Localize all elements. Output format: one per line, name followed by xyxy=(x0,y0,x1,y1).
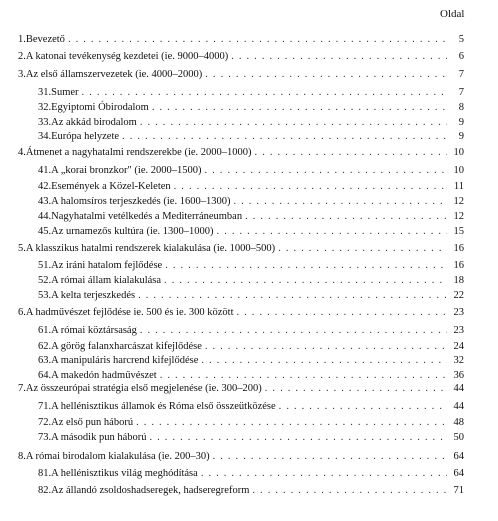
toc-subsection xyxy=(38,400,464,414)
toc-subsection-page: 12 xyxy=(453,196,464,207)
dot-leader xyxy=(213,450,447,464)
toc-subsection-page: 7 xyxy=(458,87,464,98)
toc-chapter-title: Bevezető xyxy=(25,34,65,45)
dot-leader xyxy=(68,33,447,47)
toc-chapter-title: Az első államszervezetek (ie. 4000–2000) xyxy=(25,69,203,80)
toc-subsection xyxy=(38,354,464,368)
toc-subsection-number: 41. xyxy=(38,165,52,176)
toc-subsection-page: 48 xyxy=(453,417,464,428)
toc-chapter-number: 2. xyxy=(18,51,26,62)
toc-subsection-page: 32 xyxy=(453,355,464,366)
toc-subsection xyxy=(38,164,464,178)
toc-subsection-number: 51. xyxy=(38,260,52,271)
toc-subsection xyxy=(38,484,464,498)
toc-chapter-number: 6. xyxy=(18,307,26,318)
toc-subsection-number: 72. xyxy=(38,417,52,428)
toc-chapter-title: Átmenet a nagyhatalmi rendszerekbe (ie. 2000–1000) xyxy=(25,147,252,158)
dot-leader xyxy=(152,101,447,115)
toc-subsection-page: 64 xyxy=(453,468,464,479)
toc-chapter-title: A katonai tevékenység kezdetei (ie. 9000–4000) xyxy=(25,51,229,62)
dot-leader xyxy=(205,340,447,354)
dot-leader xyxy=(279,400,447,414)
toc-chapter xyxy=(18,50,464,64)
toc-subsection-title: Sumer xyxy=(51,87,79,98)
toc-subsection-title: A római köztársaság xyxy=(51,325,137,336)
toc-chapter xyxy=(18,450,464,464)
toc-subsection-page: 12 xyxy=(453,211,464,222)
toc-chapter-page: 5 xyxy=(458,34,464,45)
toc-subsection xyxy=(38,259,464,273)
toc-subsection xyxy=(38,116,464,130)
toc-subsection-page: 24 xyxy=(453,341,464,352)
toc-subsection-number: 62. xyxy=(38,341,52,352)
dot-leader xyxy=(278,242,447,256)
dot-leader xyxy=(205,68,447,82)
toc-subsection-number: 44. xyxy=(38,211,52,222)
dot-leader xyxy=(201,354,447,368)
toc-subsection-page: 18 xyxy=(453,275,464,286)
dot-leader xyxy=(205,164,448,178)
toc-subsection xyxy=(38,324,464,338)
dot-leader xyxy=(160,369,447,383)
toc-subsection xyxy=(38,467,464,481)
toc-chapter-title: Az összeurópai stratégia első megjelenése (ie. 300–200) xyxy=(25,383,262,394)
toc-subsection-title: A halomsíros terjeszkedés (ie. 1600–1300) xyxy=(51,196,231,207)
toc-chapter-page: 7 xyxy=(458,69,464,80)
page-column-label: Oldal xyxy=(440,8,465,20)
toc-chapter xyxy=(18,146,464,160)
toc-subsection-number: 43. xyxy=(38,196,52,207)
toc-subsection-number: 64. xyxy=(38,370,52,381)
toc-chapter-page: 64 xyxy=(453,451,464,462)
toc-subsection-title: A manipuláris harcrend kifejlődése xyxy=(51,355,199,366)
dot-leader xyxy=(165,259,447,273)
dot-leader xyxy=(164,274,447,288)
toc-subsection xyxy=(38,274,464,288)
dot-leader xyxy=(245,210,447,224)
toc-subsection-number: 53. xyxy=(38,290,52,301)
toc-subsection-title: A görög falanxharcászat kifejlődése xyxy=(51,341,202,352)
dot-leader xyxy=(217,225,447,239)
dot-leader xyxy=(140,116,447,130)
toc-subsection xyxy=(38,210,464,224)
toc-subsection-page: 36 xyxy=(453,370,464,381)
toc-chapter-title: A hadművészet fejlődése ie. 500 és ie. 300 között xyxy=(25,307,234,318)
toc-subsection xyxy=(38,195,464,209)
toc-chapter-page: 16 xyxy=(453,243,464,254)
dot-leader xyxy=(233,195,447,209)
dot-leader xyxy=(136,416,447,430)
toc-chapter-page: 10 xyxy=(453,147,464,158)
toc-chapter-number: 7. xyxy=(18,383,26,394)
toc-subsection-number: 82. xyxy=(38,485,52,496)
dot-leader xyxy=(237,306,448,320)
toc-subsection-title: A római állam kialakulása xyxy=(51,275,162,286)
toc-subsection-page: 50 xyxy=(453,432,464,443)
dot-leader xyxy=(122,130,447,144)
toc-subsection-title: Az állandó zsoldoshadseregek, hadseregreform xyxy=(51,485,250,496)
dot-leader xyxy=(231,50,447,64)
toc-subsection xyxy=(38,289,464,303)
dot-leader xyxy=(150,431,448,445)
toc-subsection xyxy=(38,101,464,115)
toc-chapter xyxy=(18,242,464,256)
dot-leader xyxy=(265,382,447,396)
toc-subsection xyxy=(38,340,464,354)
toc-subsection-page: 8 xyxy=(458,102,464,113)
toc-subsection-page: 71 xyxy=(453,485,464,496)
toc-subsection-number: 42. xyxy=(38,181,52,192)
toc-subsection-title: Egyiptomi Óbirodalom xyxy=(51,102,149,113)
toc-subsection-number: 61. xyxy=(38,325,52,336)
toc-subsection-page: 44 xyxy=(453,401,464,412)
dot-leader xyxy=(82,86,447,100)
toc-subsection-title: A kelta terjeszkedés xyxy=(51,290,136,301)
dot-leader xyxy=(255,146,447,160)
toc-subsection-page: 22 xyxy=(453,290,464,301)
toc-subsection-title: Nagyhatalmi vetélkedés a Mediterráneumban xyxy=(51,211,243,222)
toc-subsection-number: 31. xyxy=(38,87,52,98)
toc-subsection xyxy=(38,416,464,430)
toc-subsection xyxy=(38,130,464,144)
toc-chapter-number: 5. xyxy=(18,243,26,254)
toc-subsection-number: 63. xyxy=(38,355,52,366)
toc-subsection-title: A makedón hadművészet xyxy=(51,370,157,381)
toc-subsection-number: 34. xyxy=(38,131,52,142)
toc-subsection-title: Európa helyzete xyxy=(51,131,120,142)
toc-chapter xyxy=(18,382,464,396)
toc-chapter-title: A római birodalom kialakulása (ie. 200–30) xyxy=(25,451,210,462)
toc-subsection xyxy=(38,225,464,239)
toc-subsection-page: 9 xyxy=(458,117,464,128)
toc-subsection-number: 52. xyxy=(38,275,52,286)
toc-subsection-number: 73. xyxy=(38,432,52,443)
toc-chapter-page: 44 xyxy=(453,383,464,394)
dot-leader xyxy=(174,180,447,194)
dot-leader xyxy=(252,484,447,498)
toc-subsection-title: Az akkád birodalom xyxy=(51,117,137,128)
toc-subsection-number: 81. xyxy=(38,468,52,479)
toc-subsection-title: Események a Közel-Keleten xyxy=(51,181,171,192)
toc-subsection-title: A „korai bronzkor" (ie. 2000–1500) xyxy=(51,165,202,176)
toc-subsection-page: 10 xyxy=(453,165,464,176)
toc-chapter xyxy=(18,306,464,320)
toc-chapter-page: 6 xyxy=(458,51,464,62)
toc-chapter xyxy=(18,68,464,82)
toc-chapter-number: 1. xyxy=(18,34,26,45)
toc-chapter-number: 8. xyxy=(18,451,26,462)
toc-subsection-number: 33. xyxy=(38,117,52,128)
toc-subsection-title: A második pun háború xyxy=(51,432,147,443)
dot-leader xyxy=(201,467,447,481)
toc-subsection xyxy=(38,431,464,445)
toc-subsection-page: 11 xyxy=(453,181,464,192)
toc-subsection-title: Az első pun háború xyxy=(51,417,134,428)
toc-chapter xyxy=(18,33,464,47)
toc-subsection-number: 32. xyxy=(38,102,52,113)
toc-subsection-title: Az urnamezős kultúra (ie. 1300–1000) xyxy=(51,226,214,237)
toc-subsection-title: Az iráni hatalom fejlődése xyxy=(51,260,163,271)
toc-subsection-page: 23 xyxy=(453,325,464,336)
toc-subsection-page: 16 xyxy=(453,260,464,271)
toc-chapter-number: 4. xyxy=(18,147,26,158)
toc-chapter-number: 3. xyxy=(18,69,26,80)
toc-subsection-title: A hellénisztikus államok és Róma első összeütközése xyxy=(51,401,276,412)
toc-subsection xyxy=(38,86,464,100)
toc-subsection-page: 15 xyxy=(453,226,464,237)
toc-subsection-number: 71. xyxy=(38,401,52,412)
dot-leader xyxy=(140,324,447,338)
toc-subsection-title: A hellénisztikus világ meghódítása xyxy=(51,468,198,479)
toc-subsection-number: 45. xyxy=(38,226,52,237)
toc-subsection-page: 9 xyxy=(458,131,464,142)
toc-subsection xyxy=(38,180,464,194)
toc-subsection xyxy=(38,369,464,383)
toc-chapter-title: A klasszikus hatalmi rendszerek kialakulása (ie. 1000–500) xyxy=(25,243,276,254)
toc-chapter-page: 23 xyxy=(453,307,464,318)
dot-leader xyxy=(138,289,447,303)
